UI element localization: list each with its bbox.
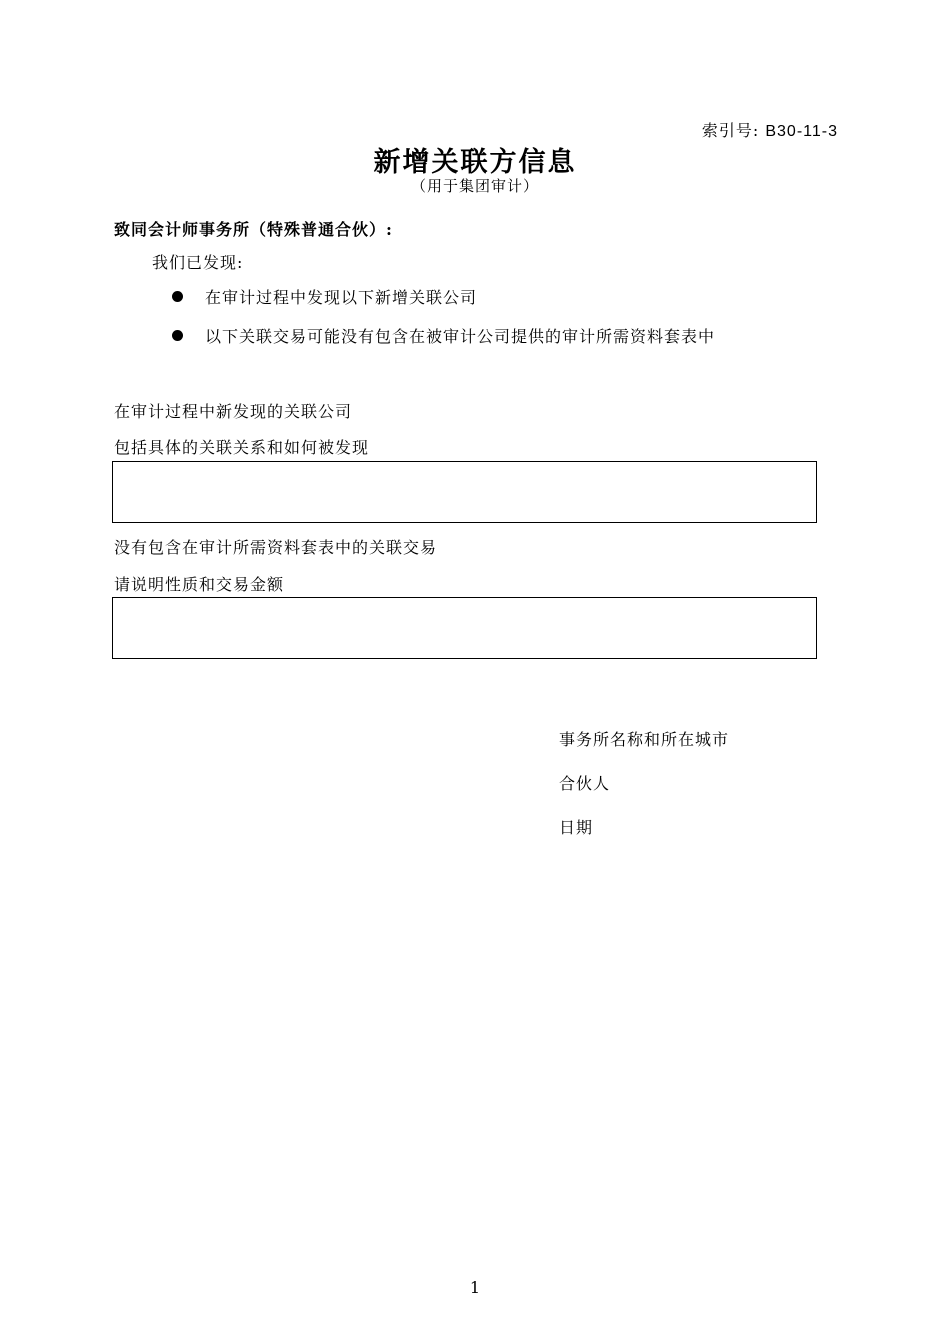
bullet-dot-icon xyxy=(172,291,183,302)
section1-label: 在审计过程中新发现的关联公司 xyxy=(114,402,353,421)
transactions-box[interactable] xyxy=(112,597,817,659)
index-code: B30-11-3 xyxy=(765,123,838,140)
new-related-companies-box[interactable] xyxy=(112,461,817,523)
bullet-item-missing-transactions xyxy=(172,324,715,347)
bullet-dot-icon xyxy=(172,330,183,341)
section1-sublabel: 包括具体的关联关系和如何被发现 xyxy=(114,438,370,457)
section2-sublabel: 请说明性质和交易金额 xyxy=(114,575,285,594)
index-label: 索引号: xyxy=(701,121,760,140)
firm-city-label: 事务所名称和所在城市 xyxy=(559,730,730,749)
bullet-text: 在审计过程中发现以下新增关联公司 xyxy=(205,288,478,307)
page-number: 1 xyxy=(469,1278,481,1297)
page-subtitle: （用于集团审计） xyxy=(410,177,539,195)
intro-text: 我们已发现: xyxy=(152,253,244,272)
page-title: 新增关联方信息 xyxy=(373,147,577,178)
bullet-text: 以下关联交易可能没有包含在被审计公司提供的审计所需资料套表中 xyxy=(205,327,716,346)
bullet-item-new-companies xyxy=(172,285,477,308)
index-number xyxy=(702,118,838,141)
date-label: 日期 xyxy=(559,818,594,837)
salutation: 致同会计师事务所（特殊普通合伙）: xyxy=(114,220,393,239)
section2-label: 没有包含在审计所需资料套表中的关联交易 xyxy=(114,538,438,557)
partner-label: 合伙人 xyxy=(559,774,611,793)
